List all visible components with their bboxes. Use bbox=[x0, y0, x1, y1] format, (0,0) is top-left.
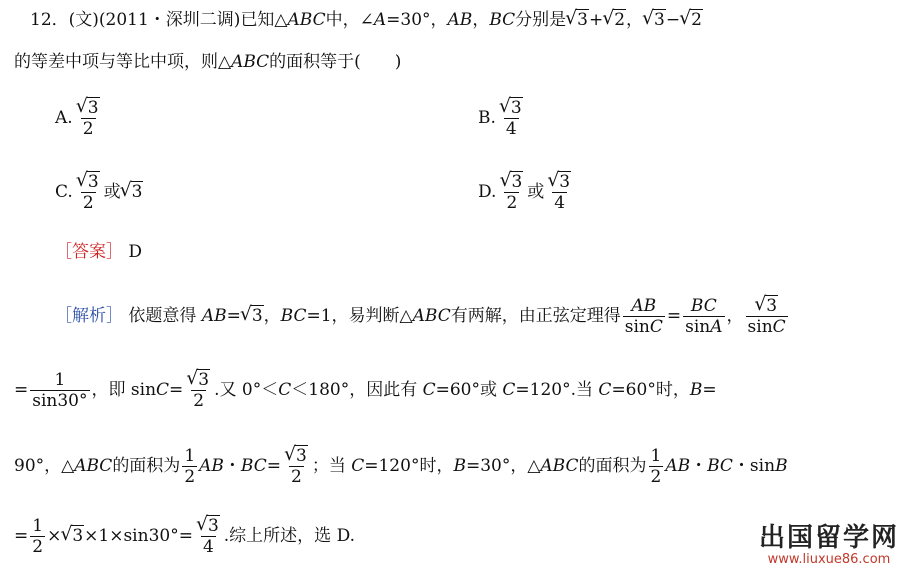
equals-sign: = bbox=[666, 306, 682, 326]
stem-text: ， bbox=[472, 10, 490, 30]
solution-text: = bbox=[266, 456, 281, 476]
solution-line-2 bbox=[14, 370, 717, 411]
fraction: √ $\frac{3}{4}$ bbox=[498, 98, 525, 139]
solution-text: ・ bbox=[223, 456, 241, 476]
angle-letter: B bbox=[689, 380, 703, 400]
side-bc: BC bbox=[489, 10, 516, 30]
option-b[interactable] bbox=[478, 98, 527, 139]
minus-sign: − bbox=[665, 10, 681, 30]
side-ab: AB bbox=[201, 306, 227, 326]
fraction: $\frac{BC}{\sin A}$ bbox=[685, 296, 723, 337]
option-label: B. bbox=[478, 108, 496, 128]
solution-line-1 bbox=[55, 296, 790, 337]
solution-text: ；当 bbox=[311, 456, 352, 476]
solution-text: =60°或 bbox=[435, 380, 503, 400]
solution-text: 有两解，由正弦定理得 bbox=[450, 306, 621, 326]
fraction: √ $\frac{3}{2}$ bbox=[283, 446, 310, 487]
solution-line-4 bbox=[14, 516, 355, 557]
solution-text: 依题意得 bbox=[128, 306, 202, 326]
problem-line-1 bbox=[30, 8, 703, 32]
problem-line-2 bbox=[14, 50, 401, 74]
sqrt-3: √ 3 bbox=[241, 304, 264, 328]
fraction: $\frac{1}{\sin 30^\circ}$ bbox=[32, 370, 88, 411]
sqrt-3: √ 3 bbox=[643, 8, 666, 32]
solution-text: 的面积为 bbox=[112, 456, 181, 476]
sqrt-2: √ 2 bbox=[603, 8, 626, 32]
side-ab: AB bbox=[447, 10, 473, 30]
solution-text: =30°，△ bbox=[465, 456, 541, 476]
watermark-site: 出国留学网 bbox=[758, 523, 899, 553]
fraction: √ $\frac{3}{4}$ bbox=[546, 172, 573, 213]
solution-text: ・sin bbox=[732, 456, 776, 476]
or-text: 或 bbox=[103, 182, 121, 202]
angle-letter: A bbox=[373, 10, 387, 30]
stem-text: 已知△ bbox=[240, 10, 288, 30]
solution-text: = bbox=[14, 526, 29, 546]
sqrt-2: √ 2 bbox=[680, 8, 703, 32]
option-label: A. bbox=[55, 108, 73, 128]
angle-letter: B bbox=[453, 456, 466, 476]
solution-text: =1，易判断△ bbox=[306, 306, 413, 326]
angle-letter: C bbox=[351, 456, 365, 476]
triangle-name: ABC bbox=[231, 52, 270, 72]
solution-text: × bbox=[47, 526, 62, 546]
fraction: √ $\frac{3}{2}$ bbox=[498, 172, 525, 213]
solution-line-3 bbox=[14, 446, 788, 487]
answer-label: ［答案］ bbox=[55, 242, 123, 262]
stem-text: =30°， bbox=[386, 10, 448, 30]
stem-text: 的面积等于( ) bbox=[269, 52, 402, 72]
triangle-name: ABC bbox=[412, 306, 451, 326]
stem-text: 的等差中项与等比中项，则△ bbox=[14, 52, 232, 72]
triangle-name: ABC bbox=[74, 456, 113, 476]
triangle-name: ABC bbox=[540, 456, 579, 476]
solution-text: =120°时， bbox=[364, 456, 454, 476]
answer-line bbox=[55, 240, 142, 264]
solution-text: =120°.当 bbox=[515, 380, 599, 400]
solution-text: = bbox=[169, 380, 184, 400]
angle-letter: C bbox=[422, 380, 436, 400]
fraction: √ $\frac{3}{\sin C}$ bbox=[746, 296, 788, 337]
sqrt-3: √ 3 bbox=[566, 8, 589, 32]
fraction: $\frac{1}{2}$ bbox=[32, 516, 44, 557]
solution-text: ×1×sin30°= bbox=[84, 526, 193, 546]
watermark-url: www.liuxue86.com bbox=[767, 552, 891, 567]
side-ab: AB bbox=[665, 456, 691, 476]
solution-text: = bbox=[226, 306, 241, 326]
solution-text: ・ bbox=[690, 456, 708, 476]
fraction: $\frac{1}{2}$ bbox=[184, 446, 196, 487]
problem-number: 12． bbox=[30, 10, 69, 30]
triangle-name: ABC bbox=[287, 10, 326, 30]
stem-text: 中，∠ bbox=[325, 10, 374, 30]
solution-text: =60°时， bbox=[611, 380, 690, 400]
option-d[interactable] bbox=[478, 172, 575, 213]
angle-letter: B bbox=[775, 456, 788, 476]
fraction: $\frac{1}{2}$ bbox=[650, 446, 662, 487]
solution-text: .又 0°＜ bbox=[214, 380, 279, 400]
side-bc: BC bbox=[280, 306, 307, 326]
angle-letter: C bbox=[278, 380, 292, 400]
solution-text: ，即 sin bbox=[91, 380, 157, 400]
fraction: √ $\frac{3}{2}$ bbox=[185, 370, 212, 411]
side-ab: AB bbox=[199, 456, 224, 476]
watermark bbox=[759, 524, 899, 568]
plus-sign: + bbox=[588, 10, 604, 30]
fraction: $\frac{AB}{\sin C}$ bbox=[624, 296, 663, 337]
angle-letter: C bbox=[156, 380, 170, 400]
solution-text: 的面积为 bbox=[578, 456, 647, 476]
option-c[interactable] bbox=[55, 172, 143, 213]
problem-source: (文)(2011・深圳二调) bbox=[68, 10, 241, 30]
solution-text: = bbox=[702, 380, 717, 400]
fraction: √ $\frac{3}{2}$ bbox=[75, 98, 102, 139]
angle-letter: C bbox=[598, 380, 612, 400]
solution-label: ［解析］ bbox=[55, 306, 123, 326]
side-bc: BC bbox=[240, 456, 267, 476]
sqrt-3: √ 3 bbox=[61, 524, 84, 548]
stem-text: ， bbox=[626, 10, 644, 30]
equals-sign: = bbox=[14, 380, 29, 400]
stem-text: 分别是 bbox=[515, 10, 567, 30]
option-label: C. bbox=[55, 182, 73, 202]
fraction: √ $\frac{3}{4}$ bbox=[195, 516, 222, 557]
solution-text: 90°，△ bbox=[14, 456, 75, 476]
or-text: 或 bbox=[527, 182, 545, 202]
option-a[interactable] bbox=[55, 98, 104, 139]
solution-text: .综上所述，选 D. bbox=[223, 526, 356, 546]
side-bc: BC bbox=[707, 456, 733, 476]
sqrt-3: √ 3 bbox=[121, 180, 144, 204]
answer-value: D bbox=[128, 242, 143, 262]
solution-text: ＜180°，因此有 bbox=[291, 380, 423, 400]
angle-letter: C bbox=[502, 380, 516, 400]
option-label: D. bbox=[478, 182, 497, 202]
solution-text: ， bbox=[263, 306, 281, 326]
solution-text: ， bbox=[726, 306, 744, 326]
fraction: √ $\frac{3}{2}$ bbox=[75, 172, 102, 213]
